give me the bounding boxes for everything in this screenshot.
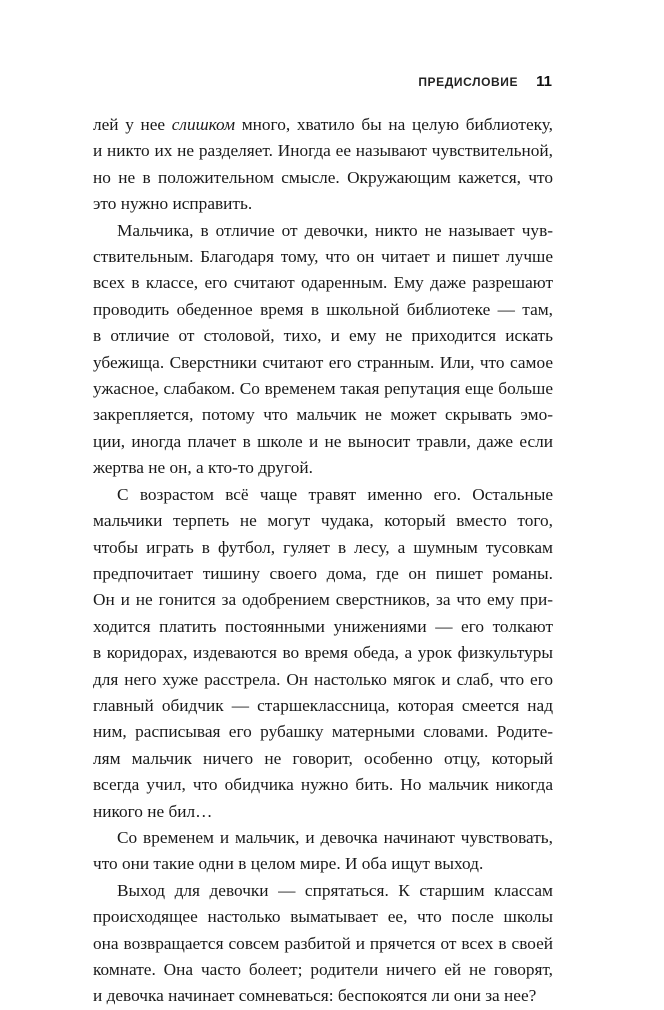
text-line bbox=[93, 772, 553, 798]
running-head bbox=[418, 73, 552, 90]
text-run: и никто их не разделяет. Иногда ее называют чувствительной, bbox=[93, 141, 553, 161]
text-run: в отличие от столовой, тихо, и ему не приходится искать bbox=[93, 326, 553, 346]
text-line bbox=[93, 746, 553, 772]
text-run: всех в классе, его считают одаренным. Ему даже разрешают bbox=[93, 273, 553, 293]
text-run: Со временем и мальчик, и девочка начинают чувствовать, bbox=[117, 827, 553, 847]
text-line bbox=[93, 693, 553, 719]
text-run: чтобы играть в футбол, гуляет в лесу, а шумным тусовкам bbox=[93, 537, 553, 557]
text-run: никого не бил… bbox=[93, 801, 213, 821]
text-run: много, хватило бы на целую библиотеку, bbox=[235, 115, 553, 134]
text-run: лей у нее bbox=[93, 115, 172, 134]
text-run: Выход для девочки — спрятаться. К старшим классам bbox=[117, 880, 553, 900]
text-run: лям мальчик ничего не говорит, особенно отцу, который bbox=[93, 748, 553, 768]
text-line bbox=[93, 667, 553, 693]
body-text bbox=[93, 112, 553, 1010]
text-line bbox=[93, 297, 553, 323]
text-line bbox=[93, 878, 553, 904]
text-line bbox=[93, 587, 553, 613]
text-run: комнате. Она часто болеет; родители ничего ей не говорят, bbox=[93, 960, 553, 979]
text-line bbox=[93, 957, 553, 983]
paragraph bbox=[93, 825, 553, 878]
text-run: всегда учил, что обидчика нужно бить. Но мальчик никогда bbox=[93, 775, 553, 795]
text-run: Мальчика, в отличие от девочки, никто не называет чув- bbox=[117, 220, 553, 240]
text-line bbox=[93, 165, 553, 191]
paragraph bbox=[93, 878, 553, 1010]
text-line bbox=[93, 455, 553, 481]
text-line bbox=[93, 244, 553, 270]
emphasis-text: слишком bbox=[171, 115, 236, 134]
text-line bbox=[93, 799, 553, 825]
text-run: Он и не гонится за одобрением сверстников, за что ему при- bbox=[93, 590, 553, 610]
text-run: ции, иногда плачет в школе и не выносит травли, даже если bbox=[93, 431, 553, 451]
text-run: С возрастом всё чаще травят именно его. Остальные bbox=[117, 484, 553, 504]
text-line bbox=[93, 112, 553, 138]
text-run: ужасное, слабаком. Со временем такая репутация еще больше bbox=[93, 379, 553, 399]
text-run: проводить обеденное время в школьной библиотеке — там, bbox=[93, 299, 553, 319]
text-line bbox=[93, 138, 553, 164]
paragraph bbox=[93, 482, 553, 825]
paragraph bbox=[93, 218, 553, 482]
text-line bbox=[93, 561, 553, 587]
text-line bbox=[93, 402, 553, 428]
text-line bbox=[93, 191, 553, 217]
text-line bbox=[93, 719, 553, 745]
text-run: происходящее настолько выматывает ее, что после школы bbox=[93, 907, 553, 927]
text-run: ним, расписывая его рубашку матерными словами. Родите- bbox=[93, 722, 553, 742]
text-run: мальчики терпеть не могут чудака, который вместо того, bbox=[93, 511, 553, 531]
text-line bbox=[93, 931, 553, 957]
text-run: и девочка начинает сомневаться: беспокоятся ли они за нее? bbox=[93, 986, 537, 1006]
text-line bbox=[93, 376, 553, 402]
text-run: но не в положительном смысле. Окружающим кажется, что bbox=[93, 167, 553, 187]
text-run: главный обидчик — старшеклассница, которая смеется над bbox=[93, 695, 553, 715]
text-line bbox=[93, 983, 553, 1009]
text-line bbox=[93, 614, 553, 640]
text-run: что они такие одни в целом мире. И оба ищут выход. bbox=[93, 854, 484, 874]
text-line bbox=[93, 508, 553, 534]
text-run: для него хуже расстрела. Он настолько мягок и слаб, что его bbox=[93, 669, 553, 689]
text-line bbox=[93, 218, 553, 244]
text-run: она возвращается совсем разбитой и прячется от всех в своей bbox=[93, 933, 553, 953]
text-line bbox=[93, 904, 553, 930]
text-run: убежища. Сверстники считают его странным. Или, что самое bbox=[93, 352, 553, 372]
text-line bbox=[93, 482, 553, 508]
text-line bbox=[93, 270, 553, 296]
text-run: в коридорах, издеваются во время обеда, а урок физкультуры bbox=[93, 643, 553, 663]
text-line bbox=[93, 350, 553, 376]
text-run: ходится платить постоянными унижениями — его толкают bbox=[93, 616, 553, 636]
text-run: ствительным. Благодаря тому, что он читает и пишет лучше bbox=[93, 247, 553, 267]
text-run: предпочитает тишину своего дома, где он пишет романы. bbox=[93, 563, 553, 583]
paragraph-continuation bbox=[93, 112, 553, 218]
text-line bbox=[93, 429, 553, 455]
page-number: 11 bbox=[536, 73, 552, 90]
text-line bbox=[93, 640, 553, 666]
text-line bbox=[93, 323, 553, 349]
text-line bbox=[93, 535, 553, 561]
text-run: это нужно исправить. bbox=[93, 194, 253, 214]
text-run: закрепляется, потому что мальчик не может скрывать эмо- bbox=[93, 405, 553, 425]
text-line bbox=[93, 851, 553, 877]
section-title: ПРЕДИСЛОВИЕ bbox=[418, 75, 519, 89]
text-run: жертва не он, а кто-то другой. bbox=[93, 458, 313, 478]
text-line bbox=[93, 825, 553, 851]
